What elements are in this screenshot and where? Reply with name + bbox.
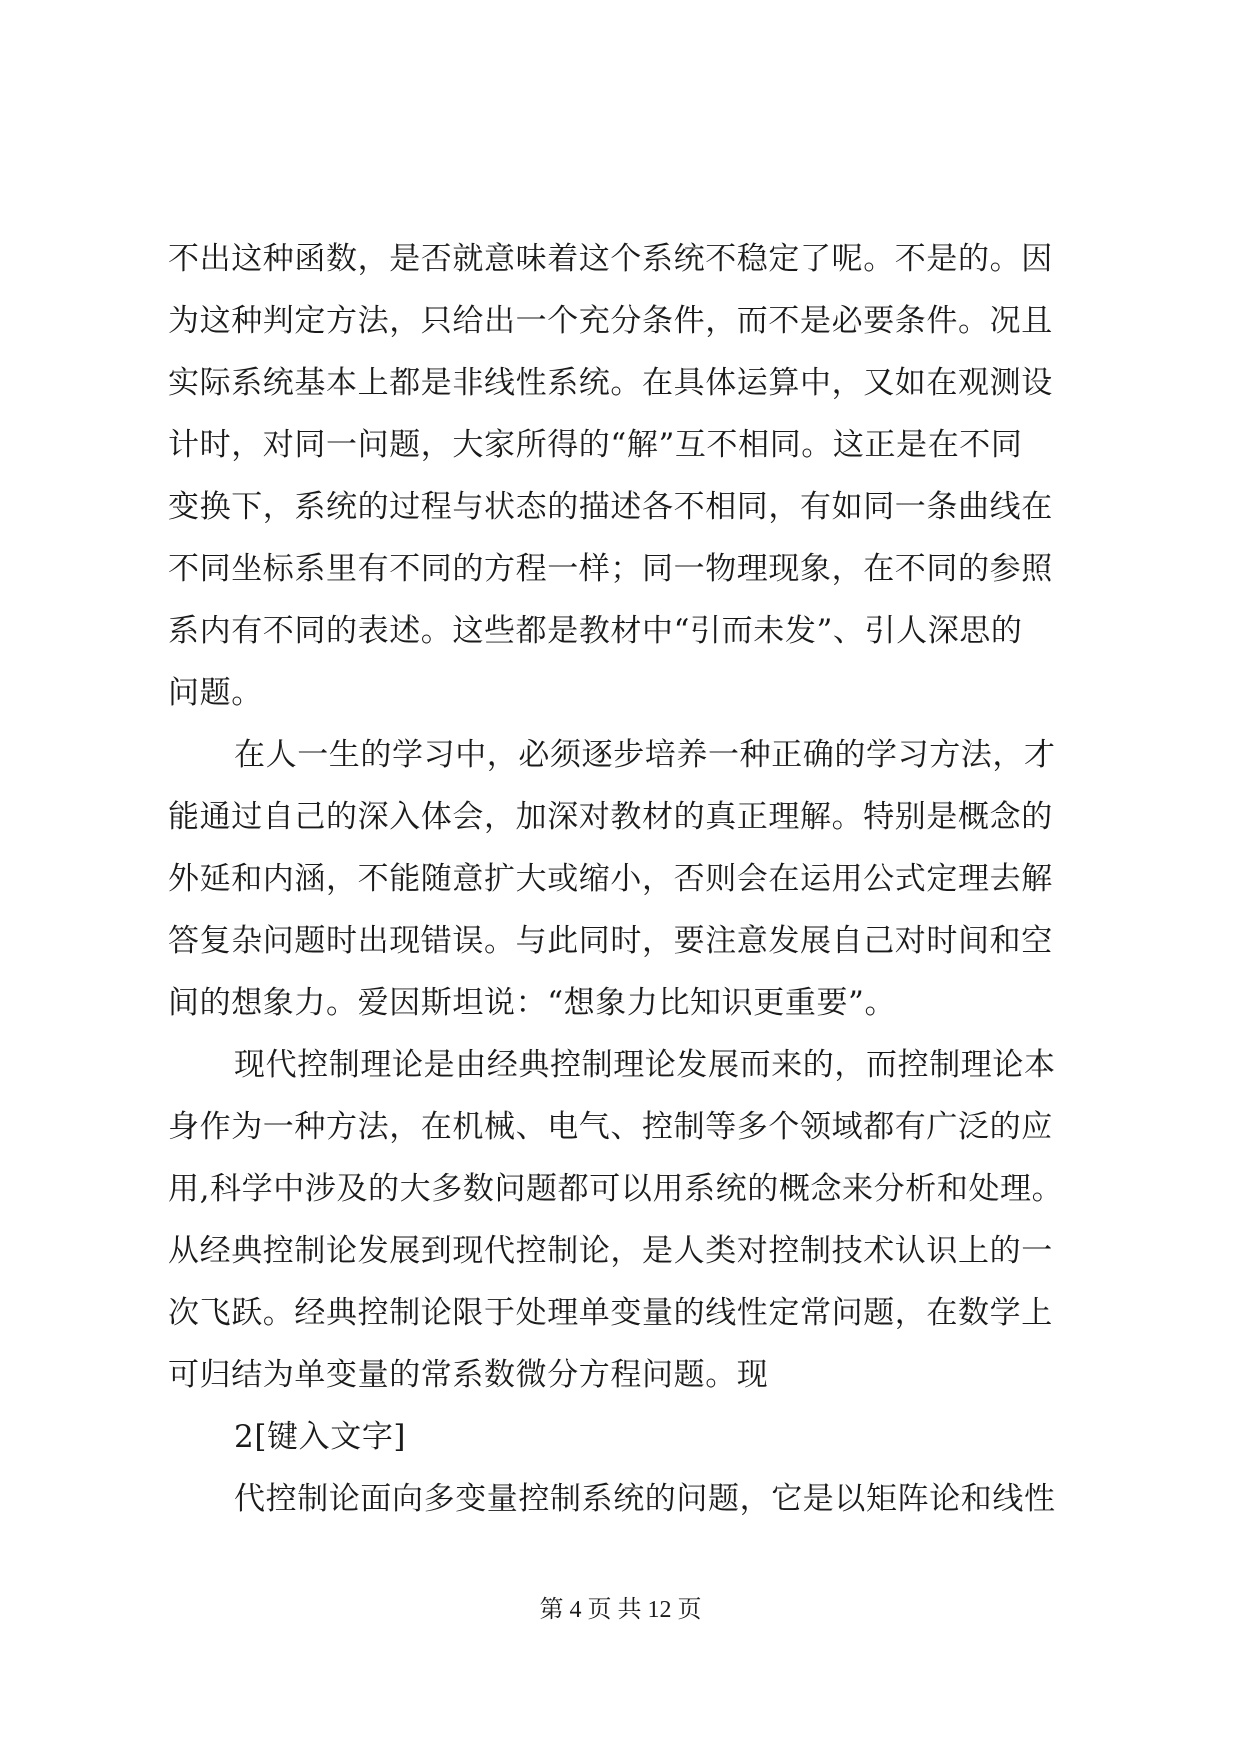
text-line: 次飞跃。经典控制论限于处理单变量的线性定常问题，在数学上 xyxy=(168,1295,1053,1331)
text-line: 实际系统基本上都是非线性系统。在具体运算中，又如在观测设 xyxy=(168,365,1053,401)
text-line: 系内有不同的表述。这些都是教材中“引而未发”、引人深思的 xyxy=(168,613,1023,649)
text-line: 从经典控制论发展到现代控制论，是人类对控制技术认识上的一 xyxy=(168,1233,1053,1269)
page-footer xyxy=(0,1594,1241,1626)
text-line: 为这种判定方法，只给出一个充分条件，而不是必要条件。况且 xyxy=(168,303,1053,339)
body-text xyxy=(168,228,1090,1530)
text-line: 答复杂问题时出现错误。与此同时，要注意发展自己对时间和空 xyxy=(168,923,1053,959)
text-line: 间的想象力。爱因斯坦说：“想象力比知识更重要”。 xyxy=(168,985,897,1021)
text-line: 可归结为单变量的常系数微分方程问题。现 xyxy=(168,1357,769,1393)
paragraph-first-line: 现代控制理论是由经典控制理论发展而来的，而控制理论本 xyxy=(234,1047,1056,1083)
text-line: 不出这种函数，是否就意味着这个系统不稳定了呢。不是的。因 xyxy=(168,241,1053,277)
paragraph-first-line: 代控制论面向多变量控制系统的问题，它是以矩阵论和线性 xyxy=(234,1481,1056,1517)
text-line: 问题。 xyxy=(168,675,263,711)
text-line: 外延和内涵，不能随意扩大或缩小，否则会在运用公式定理去解 xyxy=(168,861,1053,897)
paragraph-first-line: 在人一生的学习中，必须逐步培养一种正确的学习方法，才 xyxy=(234,737,1056,773)
placeholder-line: 2[键入文字] xyxy=(234,1419,407,1455)
text-line: 不同坐标系里有不同的方程一样；同一物理现象，在不同的参照 xyxy=(168,551,1053,587)
page-number-label: 第 4 页 共 12 页 xyxy=(539,1597,702,1623)
text-line: 身作为一种方法，在机械、电气、控制等多个领域都有广泛的应 xyxy=(168,1109,1053,1145)
text-line: 用,科学中涉及的大多数问题都可以用系统的概念来分析和处理。 xyxy=(168,1171,1064,1207)
text-line: 能通过自己的深入体会，加深对教材的真正理解。特别是概念的 xyxy=(168,799,1053,835)
text-line: 计时，对同一问题，大家所得的“解”互不相同。这正是在不同 xyxy=(168,427,1023,463)
text-line: 变换下，系统的过程与状态的描述各不相同，有如同一条曲线在 xyxy=(168,489,1053,525)
